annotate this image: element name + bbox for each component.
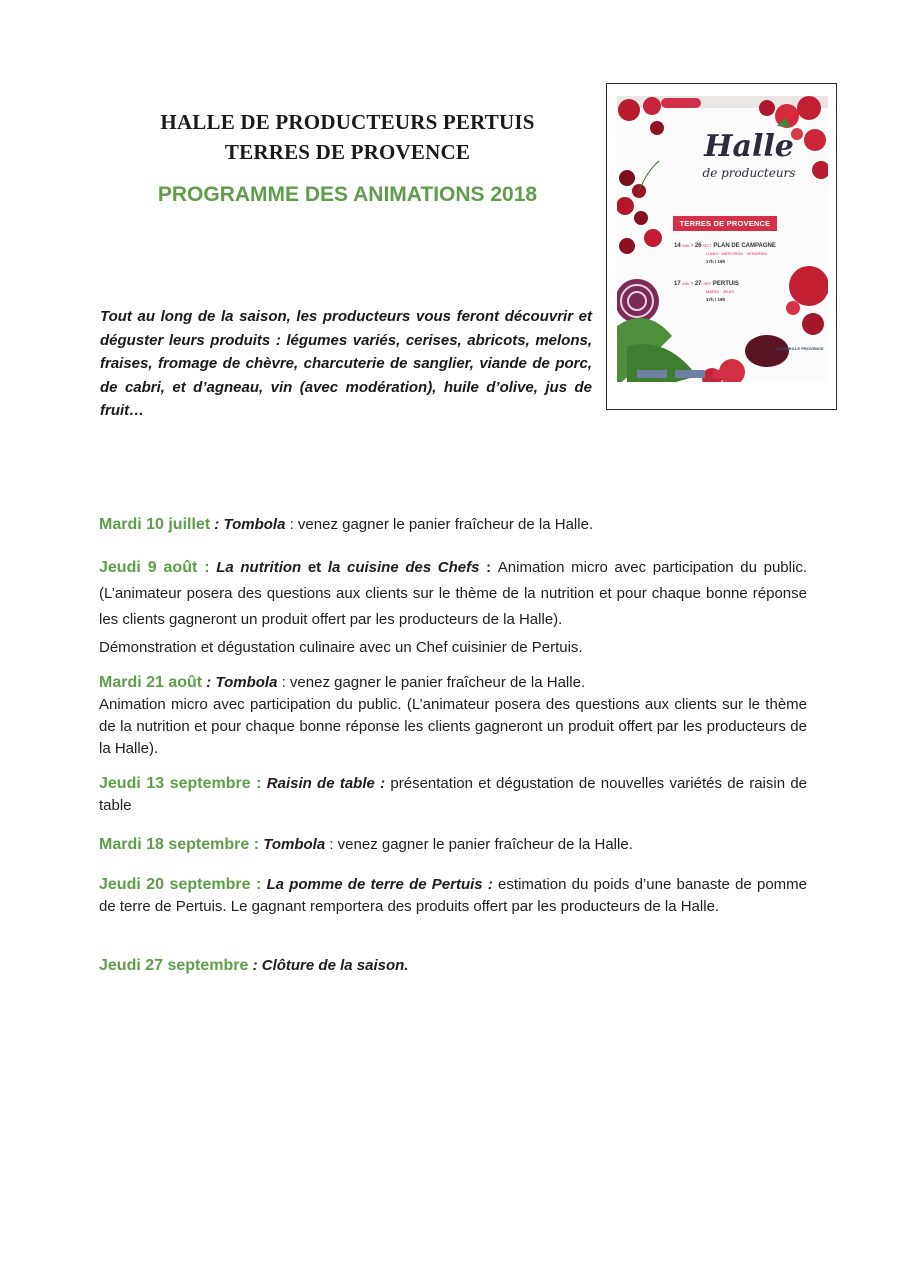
event-date: Jeudi 27 septembre	[99, 957, 249, 974]
event-item	[99, 637, 807, 659]
event-text: présentation et dégustation de nouvelles variétés de raisin de table	[99, 775, 808, 814]
event-date: Mardi 10 juillet	[99, 516, 211, 533]
programme-subtitle: PROGRAMME DES ANIMATIONS 2018	[157, 183, 538, 206]
poster-image	[606, 83, 837, 410]
event-title: : Tombola	[210, 516, 286, 533]
poster-subtitle: de producteurs	[702, 166, 796, 180]
intro-line: fraises, fromage de chèvre, charcuterie de sanglier, viande de porc,	[100, 355, 592, 372]
poster-canvas	[617, 96, 828, 396]
poster-date-to: 26	[694, 243, 702, 249]
poster-place: PLAN DE CAMPAGNE	[713, 243, 776, 249]
poster-days: LUNDI · MERCREDI · VENDREDI	[706, 251, 768, 256]
poster-month-to: OCT	[703, 243, 712, 248]
event-item	[99, 672, 807, 760]
chevron-right-icon: ›	[691, 281, 694, 287]
event-date: Jeudi 13 septembre :	[99, 775, 262, 792]
poster-title: Halle	[704, 129, 794, 164]
event-text: : venez gagner le panier fraîcheur de la Halle.	[325, 836, 633, 853]
event-separator: :	[479, 559, 498, 576]
event-title: Raisin de table :	[261, 775, 386, 792]
event-item	[99, 834, 807, 856]
poster-location-1	[674, 242, 776, 266]
intro-paragraph	[100, 305, 592, 423]
partner-logo-icon	[675, 370, 705, 378]
event-text: Animation micro avec participation du public. (L’animateur posera des questions aux clients sur le thème de la nutrition et pour chaque bonne réponse les clients gagneront un produit offert par les producteurs de la Halle).	[99, 696, 807, 757]
event-item	[99, 555, 807, 633]
event-text: Démonstration et dégustation culinaire avec un Chef cuisinier de Pertuis.	[99, 639, 583, 656]
intro-line: déguster leurs produits : légumes variés, cerises, abricots, melons,	[100, 331, 592, 349]
partner-logo-icon	[637, 370, 667, 378]
event-item	[99, 955, 807, 977]
intro-line: fruit…	[100, 402, 145, 419]
chevron-right-icon: ›	[691, 243, 694, 249]
intro-line: de cabri, et d’agneau, vin (avec modération), huile d’olive, jus de	[100, 378, 592, 396]
event-item	[99, 773, 807, 817]
event-date: Jeudi 9 août :	[99, 559, 210, 576]
event-text: estimation du poids d’une banaste de pomme de terre de Pertuis. Le gagnant remportera des produits offert par les producteurs de la Halle.	[99, 876, 808, 915]
event-item	[99, 874, 807, 918]
event-connector: et	[301, 559, 328, 576]
event-text: Animation micro avec participation du public. (L’animateur posera des questions aux clients sur le thème de la nutrition et pour chaque bonne réponse les clients gagneront un produit offert par les producteurs de la Halle).	[99, 559, 807, 628]
event-date: Jeudi 20 septembre :	[99, 876, 262, 893]
event-title: la cuisine des Chefs	[327, 559, 480, 576]
poster-band: TERRES DE PROVENCE	[673, 216, 777, 231]
poster-month-from: MAI	[682, 281, 690, 286]
poster-hours: 17h / 19h	[706, 297, 726, 302]
event-title: : Tombola	[202, 674, 278, 691]
poster-date-from: 17	[674, 281, 681, 287]
event-title: Tombola	[259, 836, 326, 853]
poster-place: PERTUIS	[712, 281, 739, 287]
header-title-line2: TERRES DE PROVENCE	[224, 140, 471, 164]
poster-month-from: MAI	[682, 243, 690, 248]
poster-footer-logos	[637, 366, 807, 382]
poster-location-2	[674, 280, 739, 304]
event-title: La nutrition	[216, 559, 302, 576]
poster-hours: 17h / 19h	[706, 259, 726, 264]
poster-month-to: SEP	[703, 281, 712, 286]
event-text: : venez gagner le panier fraîcheur de la Halle.	[285, 516, 594, 533]
header-title-line1: HALLE DE PRODUCTEURS PERTUIS	[160, 110, 535, 134]
poster-date-to: 27	[694, 281, 702, 287]
poster-days: MARDI · JEUDI	[706, 289, 734, 294]
event-date: Mardi 18 septembre :	[99, 836, 260, 853]
event-title: La pomme de terre de Pertuis :	[261, 876, 493, 893]
event-date: Mardi 21 août	[99, 674, 203, 691]
intro-line: Tout au long de la saison, les producteurs vous feront découvrir et	[100, 308, 592, 325]
event-title: : Clôture de la saison.	[248, 957, 409, 974]
poster-logo-text: MARSEILLE PROVENCE	[777, 346, 824, 351]
partner-logo-icon	[713, 370, 737, 378]
event-text: : venez gagner le panier fraîcheur de la Halle.	[277, 674, 586, 691]
poster-date-from: 14	[674, 243, 681, 249]
event-item	[99, 514, 807, 536]
